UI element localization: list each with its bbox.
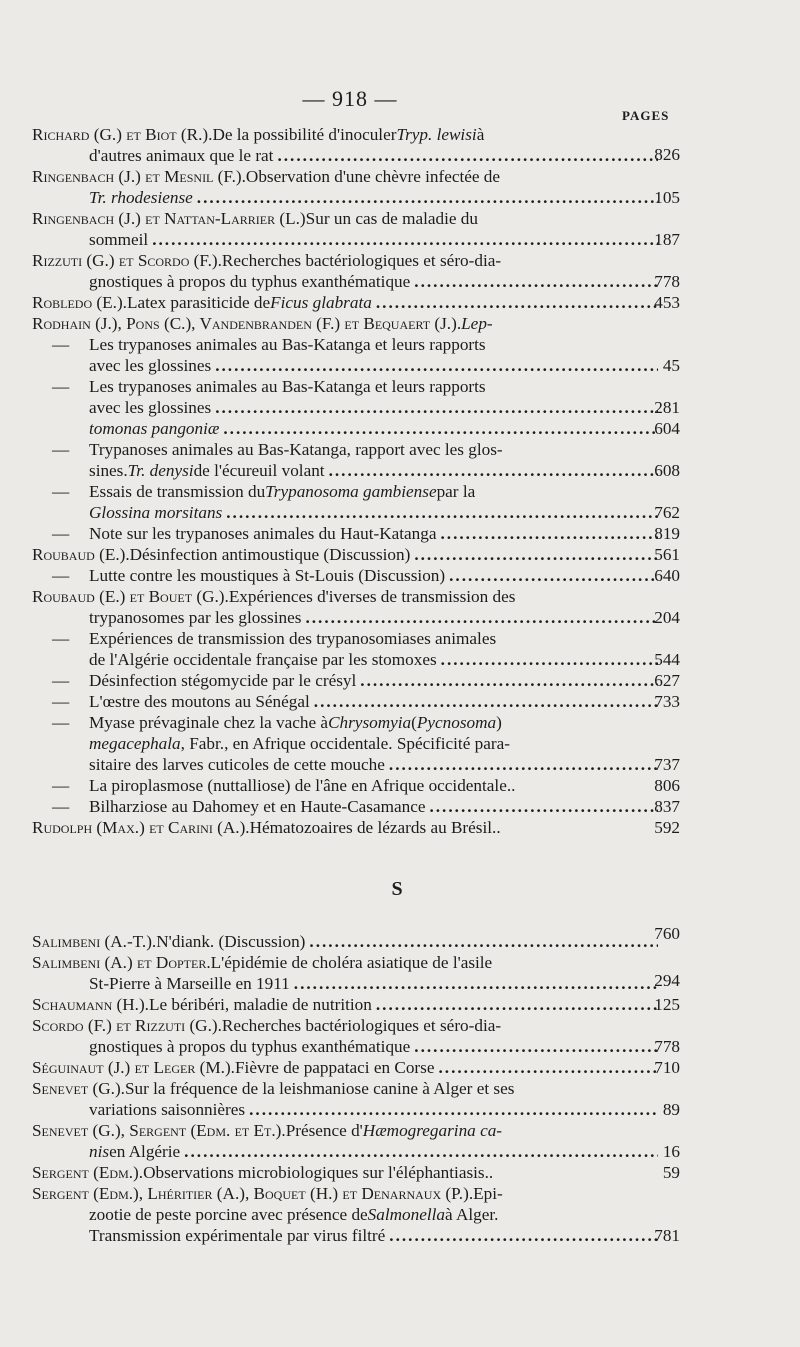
page-ref: 781 (654, 1226, 680, 1245)
page-number: — 918 — (302, 86, 398, 111)
index-entry: tomonas pangoniæ ..... 604 (32, 418, 662, 439)
index-entry: — Désinfection stégomycide par le crésyl ..... 627 (32, 670, 662, 691)
author-index (32, 124, 680, 1246)
page-ref: 806 (654, 776, 680, 795)
index-entry: Schaumann (H.). Le béribéri, maladie de nutrition ..... 125 (32, 994, 662, 1015)
page-ref: 737 (654, 755, 680, 774)
page-ref: 294 (654, 971, 680, 990)
page-ref: 837 (654, 797, 680, 816)
index-entry: — Bilharziose au Dahomey et en Haute-Casamance ..... 837 (32, 796, 662, 817)
index-entry: — L'œstre des moutons au Sénégal ..... 733 (32, 691, 662, 712)
index-entry: Ringenbach (J.) et Mesnil (F.). Observation d'une chèvre infectée de Tr. rhodesiense ..... 105 (32, 166, 662, 208)
index-entry: Senevet (G.). Sur la fréquence de la leishmaniose canine à Alger et ses variations saisonnières ..... 89 (32, 1078, 662, 1120)
index-entry: Richard (G.) et Biot (R.). De la possibilité d'inoculer Tryp. lewisi à d'autres animaux que le rat ..... 826 (32, 124, 662, 166)
page-ref: 16 (662, 1142, 680, 1161)
page-ref: 561 (654, 545, 680, 564)
page-ref: 733 (654, 692, 680, 711)
page-ref: 778 (654, 272, 680, 291)
index-entry: — La piroplasmose (nuttalliose) de l'âne en Afrique occidentale.. 806 (52, 776, 680, 795)
index-entry: Roubaud (E.) et Bouet (G.). Expériences d'iverses de transmission des trypanosomes par les glossines ..... 204 (32, 586, 662, 628)
index-entry: Sergent (Edm.). Observations microbiologiques sur l'éléphantiasis.. 59 (32, 1163, 680, 1182)
index-entry: — Trypanoses animales au Bas-Katanga, rapport avec les glos- sines. Tr. denysi de l'écureuil volant ..... 608 (32, 439, 662, 481)
page-ref: 187 (654, 230, 680, 249)
index-entry: Salimbeni (A.-T.). N'diank. (Discussion) ..... 760 (32, 931, 662, 952)
index-entry: Ringenbach (J.) et Nattan-Larrier (L.) Sur un cas de maladie du sommeil ..... 187 (32, 208, 662, 250)
index-entry: — Myase prévaginale chez la vache à Chrysomyia ( Pycnosoma ) megacephala , Fabr., en Afrique occidentale. Spécificité para- sitaire des larves cuticoles de cette mouche ..... 737 (32, 712, 662, 775)
page-ref: 778 (654, 1037, 680, 1056)
pages-column-label: PAGES (622, 108, 670, 123)
index-entry: — Expériences de transmission des trypanosomiases animales de l'Algérie occidentale française par les stomoxes ..... 544 (32, 628, 662, 670)
index-entry: Sergent (Edm.), Lhéritier (A.), Boquet (H.) et Denarnaux (P.). Epi- zootie de peste porcine avec présence de Salmonella à Alger. Transmission expérimentale par virus filtré ..... 781 (32, 1183, 662, 1246)
page-ref: 105 (654, 188, 680, 207)
index-entry: Scordo (F.) et Rizzuti (G.). Recherches bactériologiques et séro-dia- gnostiques à propos du typhus exanthématique ..... 778 (32, 1015, 662, 1057)
page-ref: 826 (654, 145, 680, 164)
page-ref: 89 (662, 1100, 680, 1119)
section-letter-s: S (391, 878, 403, 900)
page-ref: 59 (662, 1163, 680, 1182)
page-ref: 760 (654, 924, 680, 943)
page-ref: 710 (654, 1058, 680, 1077)
index-entry: Robledo (E.). Latex parasiticide de Ficus glabrata ..... 453 (32, 292, 662, 313)
index-entry: — Lutte contre les moustiques à St-Louis (Discussion) ..... 640 (32, 565, 662, 586)
page-ref: 45 (662, 356, 680, 375)
index-entry: Roubaud (E.). Désinfection antimoustique (Discussion) ..... 561 (32, 544, 662, 565)
page-ref: 453 (654, 293, 680, 312)
page-ref: 544 (654, 650, 680, 669)
index-entry: Séguinaut (J.) et Leger (M.). Fièvre de pappataci en Corse ..... 710 (32, 1057, 662, 1078)
index-entry: Rizzuti (G.) et Scordo (F.). Recherches bactériologiques et séro-dia- gnostiques à propos du typhus exanthématique ..... 778 (32, 250, 662, 292)
page-ref: 125 (654, 995, 680, 1014)
page-ref: 204 (654, 608, 680, 627)
index-entry: Senevet (G.), Sergent (Edm. et Et.). Présence d' Hæmogregarina ca- nis en Algérie ..... 16 (32, 1120, 662, 1162)
index-entry: — Note sur les trypanoses animales du Haut-Katanga ..... 819 (32, 523, 662, 544)
index-entry: Rodhain (J.), Pons (C.), Vandenbranden (F.) et Bequaert (J.). Lep- (32, 314, 493, 333)
index-entry: — Essais de transmission du Trypanosoma gambiense par la Glossina morsitans ..... 762 (32, 481, 662, 523)
page-ref: 819 (654, 524, 680, 543)
index-entry: — Les trypanoses animales au Bas-Katanga et leurs rapports avec les glossines ..... 45 (32, 334, 662, 376)
page-ref: 640 (654, 566, 680, 585)
index-entry: — Les trypanoses animales au Bas-Katanga et leurs rapports avec les glossines ..... 281 (32, 376, 662, 418)
page-ref: 604 (654, 419, 680, 438)
page-ref: 627 (654, 671, 680, 690)
page-ref: 762 (654, 503, 680, 522)
page-ref: 608 (654, 461, 680, 480)
index-entry: Salimbeni (A.) et Dopter. L'épidémie de choléra asiatique de l'asile St-Pierre à Marseille en 1911 ..... 294 (32, 952, 662, 994)
index-entry: Rudolph (Max.) et Carini (A.). Hématozoaires de lézards au Brésil.. 592 (32, 818, 680, 837)
page-ref: 592 (654, 818, 680, 837)
page-ref: 281 (654, 398, 680, 417)
